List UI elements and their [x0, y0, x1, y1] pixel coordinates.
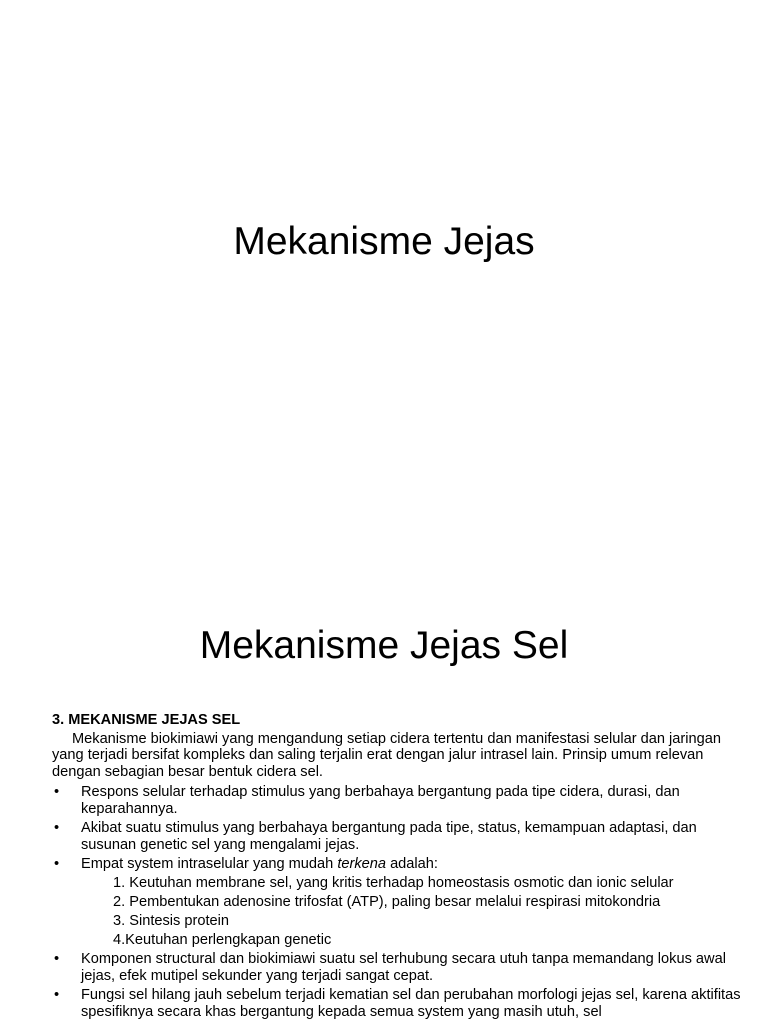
- bullet-text: Respons selular terhadap stimulus yang berbahaya bergantung pada tipe cidera, durasi, dan keparahannya.: [81, 784, 680, 817]
- bullet-icon: •: [54, 784, 60, 800]
- bullet-item: [52, 951, 742, 984]
- bullet-item: [52, 987, 742, 1020]
- sub-item: 3. Sintesis protein: [113, 912, 230, 929]
- slide-2-body: [52, 712, 742, 1023]
- sub-item: 1. Keutuhan membrane sel, yang kritis terhadap homeostasis osmotic dan ionic selular: [113, 874, 674, 891]
- bullet-icon: •: [54, 820, 60, 836]
- bullet-list: [52, 784, 742, 1020]
- bullet-text-italic: terkena: [337, 856, 387, 872]
- bullet-item: [52, 820, 742, 853]
- bullet-text: Komponen structural dan biokimiawi suatu sel terhubung secara utuh tanpa memandang lokus awal jejas, efek mutipel sekunder yang terjadi sangat cepat.: [81, 951, 726, 984]
- slide-2-title: Mekanisme Jejas Sel: [199, 624, 569, 667]
- sub-item: 4.Keutuhan perlengkapan genetic: [113, 931, 332, 948]
- sub-item: 2. Pembentukan adenosine trifosfat (ATP), paling besar melalui respirasi mitokondria: [113, 893, 661, 910]
- section-heading: 3. MEKANISME JEJAS SEL: [52, 712, 241, 728]
- bullet-text: Akibat suatu stimulus yang berbahaya bergantung pada tipe, status, kemampuan adaptasi, dan susunan genetic sel yang mengalami jejas.: [81, 820, 697, 853]
- bullet-text-before: Empat system intraselular yang mudah: [81, 856, 338, 872]
- sub-list: [81, 875, 742, 949]
- bullet-text-after: adalah:: [386, 856, 438, 872]
- bullet-text: Fungsi sel hilang jauh sebelum terjadi kematian sel dan perubahan morfologi jejas sel, karena aktifitas spesifiknya secara khas bergantung kepada semua system yang masih utuh, sel: [81, 987, 741, 1020]
- slide-1-title: Mekanisme Jejas: [233, 220, 535, 263]
- intro-paragraph: Mekanisme biokimiawi yang mengandung setiap cidera tertentu dan manifestasi selular dan jaringan yang terjadi bersifat kompleks dan saling terjalin erat dengan jalur intrasel lain. Prinsip umum relevan dengan sebagian besar bentuk cidera sel.: [52, 730, 721, 780]
- bullet-item: [52, 856, 742, 948]
- bullet-icon: •: [54, 951, 60, 967]
- bullet-item: [52, 784, 742, 817]
- bullet-icon: •: [54, 856, 60, 872]
- bullet-icon: •: [54, 987, 60, 1003]
- slide-2: [0, 600, 768, 1024]
